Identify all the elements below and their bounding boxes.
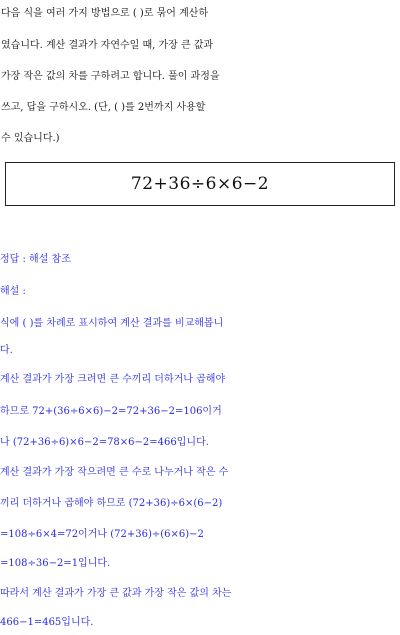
question-line-1: 다음 식을 여러 가지 방법으로 ( )로 묶어 계산하 — [1, 8, 209, 19]
explanation-line-1: 식에 ( )를 차례로 표시하여 계산 결과를 비교해봅니 — [0, 318, 224, 329]
explanation-line-6: 계산 결과가 가장 작으려면 큰 수로 나누거나 작은 수 — [0, 467, 229, 478]
question-line-4: 쓰고, 답을 구하시오. (단, ( )를 2번까지 사용할 — [1, 102, 206, 113]
explanation-line-5: 나 (72+36÷6)×6−2=78×6−2=466입니다. — [0, 437, 209, 448]
question-line-3: 가장 작은 값의 차를 구하려고 합니다. 풀이 과정을 — [1, 71, 220, 82]
explanation-line-7: 끼리 더하거나 곱해야 하므로 (72+36)÷6×(6−2) — [0, 498, 223, 509]
answer-label: 정답 : 해설 참조 — [0, 254, 71, 265]
explanation-line-3: 계산 결과가 가장 크려면 큰 수끼리 더하거나 곱해야 — [0, 374, 226, 385]
explanation-line-4: 하므로 72+(36÷6×6)−2=72+36−2=106이거 — [0, 406, 222, 417]
explanation-line-10: 따라서 계산 결과가 가장 큰 값과 가장 작은 값의 차는 — [0, 588, 232, 599]
explanation-line-11: 466−1=465입니다. — [0, 617, 94, 628]
formula-text: 72+36÷6×6−2 — [130, 174, 270, 194]
explanation-line-2: 다. — [0, 345, 13, 356]
explanation-label: 해설 : — [0, 286, 26, 297]
formula-box — [5, 162, 395, 206]
question-line-2: 였습니다. 계산 결과가 자연수일 때, 가장 큰 값과 — [1, 40, 214, 51]
question-line-5: 수 있습니다.) — [1, 133, 60, 144]
explanation-line-9: =108÷36−2=1입니다. — [0, 558, 111, 569]
explanation-line-8: =108÷6×4=72이거나 (72+36)÷(6×6)−2 — [0, 529, 204, 540]
